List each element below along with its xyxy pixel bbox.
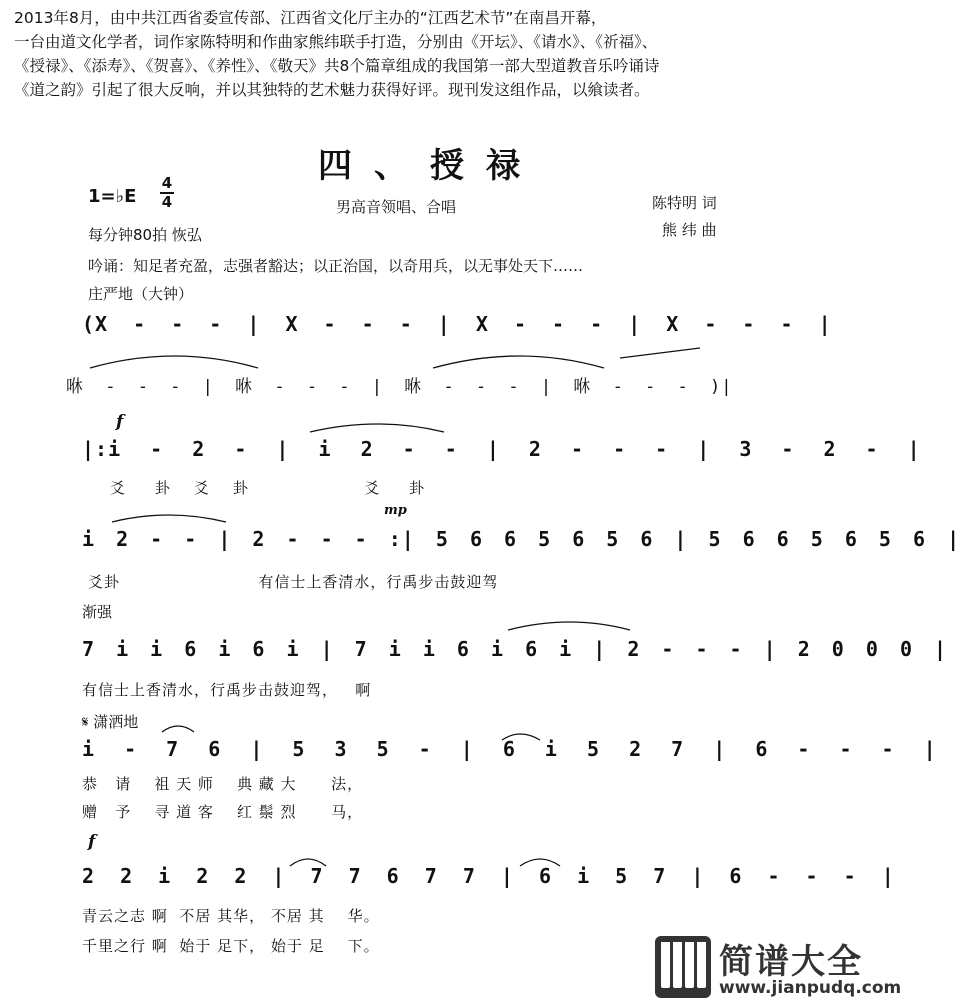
score-row: 7 i i 6 i 6 i | 7 i i 6 i 6 i | 2 - - - | 2 0 0 0 | [82, 637, 948, 661]
slur [433, 356, 604, 368]
logo-url: www.jianpudq.com [719, 978, 902, 998]
dynamic-mezzo-piano: mp [384, 503, 407, 518]
slur [162, 726, 194, 732]
composer: 熊 纬 曲 [662, 221, 717, 239]
tie [112, 515, 226, 522]
lyricist: 陈特明 词 [652, 194, 717, 212]
site-logo [655, 934, 902, 1002]
score-row: i 2 - - | 2 - - - :| 5 6 6 5 6 5 6 | 5 6 6 5 6 5 6 | [82, 527, 960, 551]
song-title: 四、授禄 [318, 146, 542, 186]
intro-line: 《授禄》、《添寿》、《贺喜》、《养性》、《敬天》共8个篇章组成的我国第一部大型道教音乐吟诵诗 [14, 57, 660, 75]
lyrics-line: 青云之志 啊 不居 其华， 不居 其 华。 [82, 907, 380, 925]
score-row: 咻 - - - | 咻 - - - | 咻 - - - | 咻 - - - )| [66, 377, 733, 397]
time-bottom: 4 [161, 193, 173, 211]
tempo-marking: 每分钟80拍 恢弘 [88, 226, 202, 244]
tie [310, 424, 444, 432]
score-row: 2 2 i 2 2 | 7 7 6 7 7 | 6 i 5 7 | 6 - - - | [82, 864, 895, 888]
lyrics-line: 恭 请 祖 天 师 典 藏 大 法， [82, 775, 364, 793]
section-marking: 庄严地（大钟） [88, 285, 194, 303]
crescendo-marking: 渐强 [82, 603, 113, 621]
intro-line: 一台由道文化学者，词作家陈特明和作曲家熊纬联手打造，分别由《开坛》、《请水》、《祈福》、 [14, 33, 658, 51]
lyrics-line: 千里之行 啊 始于 足下， 始于 足 下。 [82, 937, 380, 955]
logo-name: 简谱大全 [719, 942, 863, 982]
piano-icon [655, 936, 711, 998]
slur [90, 356, 258, 368]
lyrics-line: 有信士上香清水，行禹步击鼓迎驾， 啊 [82, 681, 372, 699]
dynamic-forte: f [116, 412, 124, 432]
score-row: i - 7 6 | 5 3 5 - | 6 i 5 2 7 | 6 - - - | [82, 737, 937, 761]
tie [508, 622, 630, 630]
slur [620, 348, 700, 358]
score-row: |:i - 2 - | i 2 - - | 2 - - - | 3 - 2 - | [82, 437, 921, 461]
performers: 男高音领唱、合唱 [336, 198, 457, 216]
intro-paragraph [14, 6, 840, 102]
lyrics-line: 赠 予 寻 道 客 红 鬃 烈 马， [82, 803, 364, 821]
lyrics-line: 爻 卦 爻 卦 爻 卦 [110, 479, 426, 497]
intro-line: 2013年8月，由中共江西省委宣传部、江西省文化厅主办的“江西艺术节”在南昌开幕， [14, 9, 607, 27]
score-row: (X - - - | X - - - | X - - - | X - - - | [82, 312, 832, 336]
recitation-text: 吟诵：知足者充盈，志强者豁达；以正治国，以奇用兵，以无事处天下…… [88, 257, 584, 275]
time-top: 4 [161, 174, 173, 192]
time-signature [160, 176, 174, 210]
key-signature: 1=♭E [88, 186, 137, 207]
section-marking: 𝄋 潇洒地 [82, 713, 139, 731]
intro-line: 《道之韵》引起了很大反响，并以其独特的艺术魅力获得好评。现刊发这组作品，以飨读者。 [14, 81, 650, 99]
lyrics-line: 爻卦 有信士上香清水，行禹步击鼓迎驾 [88, 573, 499, 591]
dynamic-forte: f [88, 832, 96, 852]
